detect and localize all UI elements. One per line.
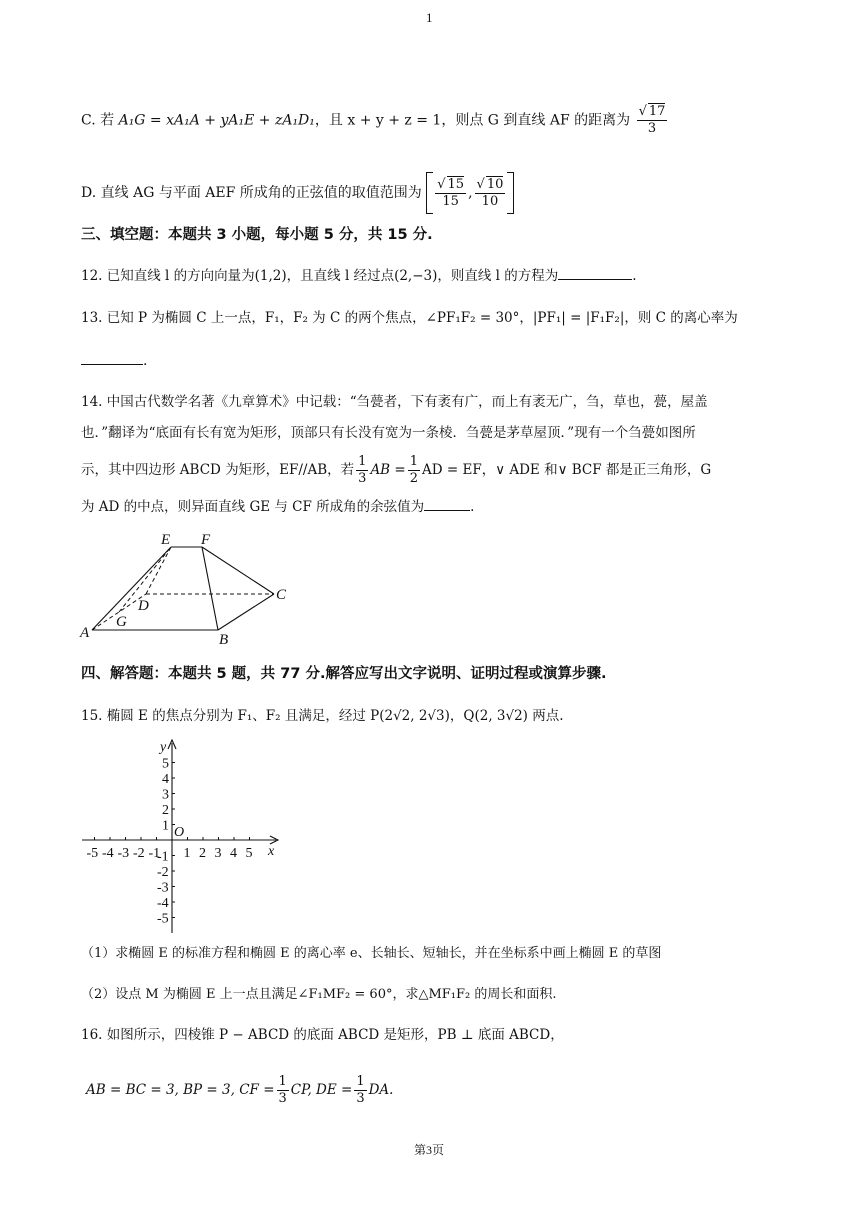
option-d-low: $\frac{√ 15}{15}$ [437, 176, 465, 209]
fraction-den: 3 [358, 471, 367, 486]
fraction-den: 3 [356, 1091, 365, 1106]
y-tick-label: -3 [157, 880, 169, 896]
x-tick-label: -2 [133, 846, 145, 861]
question-14-line-3-b: AB = [370, 462, 406, 478]
sqrt-sign-icon: √ [638, 104, 647, 119]
option-d-high-den: 10 [481, 193, 499, 209]
footer-page-label: 第3页 [414, 1143, 445, 1157]
label-f: F [201, 532, 211, 548]
question-15-text: 15. 椭圆 E 的焦点分别为 F₁、F₂ 且满足，经过 P(2√2, 2√3)，Q(2, 3√2) 两点. [81, 708, 564, 724]
section-3-title: 三、填空题：本题共 3 小题，每小题 5 分，共 15 分. [81, 227, 433, 243]
answer-blank [81, 350, 143, 365]
option-d-text: 直线 AG 与平面 AEF 所成角的正弦值的取值范围为 [100, 185, 422, 201]
question-16-line-2-a: AB = BC = 3, BP = 3, CF = [86, 1082, 275, 1098]
option-c-vector-equation: A₁G = xA₁A + yA₁E + zA₁D₁ [118, 112, 315, 129]
question-13-line-1: 13. 已知 P 为椭圆 C 上一点，F₁，F₂ 为 C 的两个焦点，∠PF₁F₂ = 30°，|PF₁| = |F₁F₂|，则 C 的离心率为 [81, 310, 738, 326]
section-4-title: 四、解答题：本题共 5 题，共 77 分.解答应写出文字说明、证明过程或演算步骤. [81, 666, 607, 682]
question-16-line-2-b: CP, DE = [290, 1082, 353, 1098]
question-14-line-4 [81, 496, 474, 517]
fraction-num: 1 [356, 1074, 365, 1089]
x-tick-label: -1 [148, 846, 161, 861]
x-tick-label: -4 [102, 846, 114, 861]
x-tick-label: 2 [199, 846, 206, 861]
answer-blank [424, 496, 470, 511]
question-15-part-1: （1）求椭圆 E 的标准方程和椭圆 E 的离心率 e、长轴长、短轴长，并在坐标系中画上椭圆 E 的草图 [81, 946, 662, 961]
y-tick-label: 3 [162, 787, 169, 803]
header-page-number: 1 [426, 10, 433, 25]
edge-de [146, 547, 171, 594]
question-16-line-1: 16. 如图所示，四棱锥 P − ABCD 的底面 ABCD 是矩形，PB ⊥ 底面 ABCD， [81, 1027, 564, 1043]
question-14-end: . [470, 499, 475, 515]
question-14-line-3-a: 示，其中四边形 ABCD 为矩形，EF//AB，若 [81, 462, 355, 478]
y-tick-label: -5 [157, 911, 169, 927]
fraction [354, 1074, 366, 1107]
answer-blank [558, 265, 632, 280]
option-d-high: $\frac{√ 10}{10}$ [476, 176, 504, 209]
y-tick-label: 4 [162, 772, 169, 787]
question-14-line-3 [81, 454, 711, 487]
x-tick-label: -5 [86, 846, 99, 861]
question-16-line-2-c: DA. [368, 1082, 394, 1098]
label-d: D [138, 598, 149, 614]
coordinate-system [80, 735, 290, 940]
question-13-end: . [143, 353, 148, 369]
y-tick-label: 2 [162, 803, 169, 818]
y-tick-label: 5 [162, 756, 169, 772]
label-c: C [276, 587, 287, 603]
option-c-answer-den: 3 [647, 121, 657, 136]
option-d: D. 直线 AG 与平面 AEF 所成角的正弦值的取值范围为 $\frac{√ 15}{15}$ , $\frac{√ 10}{10}$ [81, 172, 514, 214]
y-tick-label: 1 [162, 818, 169, 834]
option-d-low-den: 15 [442, 193, 459, 209]
x-tick-label: 4 [230, 846, 237, 861]
fraction-den: 3 [278, 1091, 287, 1106]
question-13-line-2 [81, 350, 147, 371]
fraction [356, 454, 368, 487]
x-axis-label: x [268, 844, 275, 859]
question-16-line-2 [86, 1074, 393, 1107]
option-d-low-num: 15 [447, 176, 465, 192]
option-c-answer [637, 104, 668, 137]
q14-figure [78, 528, 298, 648]
option-c-condition: ，且 x + y + z = 1，则点 G 到直线 AF 的距离为 [314, 112, 631, 129]
question-14-line-4-text: 为 AD 的中点，则异面直线 GE 与 CF 所成角的余弦值为 [81, 499, 425, 515]
x-tick-label: -3 [117, 846, 130, 861]
option-c-answer-num: 17 [648, 104, 666, 119]
fraction-num: 1 [358, 454, 367, 469]
label-g: G [116, 614, 127, 630]
y-axis-label: y [160, 740, 167, 755]
y-tick-label: -1 [157, 849, 169, 865]
edge-fc [202, 547, 274, 594]
y-tick-label: -4 [157, 896, 169, 911]
question-12-text: 12. 已知直线 l 的方向向量为(1,2)，且直线 l 经过点(2,−3)，则直线 l 的方程为 [81, 268, 559, 284]
option-d-label: D. [81, 185, 97, 201]
option-c [81, 104, 669, 137]
fraction [277, 1074, 289, 1107]
fraction-num: 1 [409, 454, 418, 469]
edge-ae [92, 547, 171, 630]
y-tick-label: -2 [157, 865, 169, 880]
x-tick-label: 5 [245, 846, 253, 861]
question-14-line-3-c: AD = EF，∨ ADE 和∨ BCF 都是正三角形，G [422, 462, 712, 478]
label-a: A [80, 625, 90, 641]
fraction [408, 454, 420, 487]
origin-label: O [174, 825, 185, 840]
x-tick-label: 3 [214, 846, 222, 861]
fraction-num: 1 [278, 1074, 287, 1089]
question-12 [81, 265, 637, 286]
question-15-part-2: （2）设点 M 为椭圆 E 上一点且满足∠F₁MF₂ = 60°，求△MF₁F₂ 的周长和面积. [81, 987, 557, 1002]
option-c-prefix: 若 [100, 112, 115, 129]
edge-fb [202, 547, 218, 630]
fraction-den: 2 [409, 471, 418, 486]
label-b: B [219, 632, 229, 648]
question-14-line-2: 也．”翻译为“底面有长有宽为矩形，顶部只有长没有宽为一条棱．刍甍是茅草屋顶．”现有一个刍甍如图所 [81, 425, 696, 441]
right-bracket-icon [507, 172, 514, 214]
label-e: E [161, 532, 171, 548]
x-tick-label: 1 [183, 846, 191, 861]
option-d-high-num: 10 [486, 176, 504, 192]
option-c-label: C. [81, 112, 96, 129]
question-14-line-1: 14. 中国古代数学名著《九章算术》中记载：“刍甍者，下有袤有广，而上有袤无广，刍，草也，甍，屋盖 [81, 394, 708, 410]
question-12-end: . [632, 268, 637, 284]
left-bracket-icon [426, 172, 433, 214]
edge-bc [218, 594, 274, 630]
